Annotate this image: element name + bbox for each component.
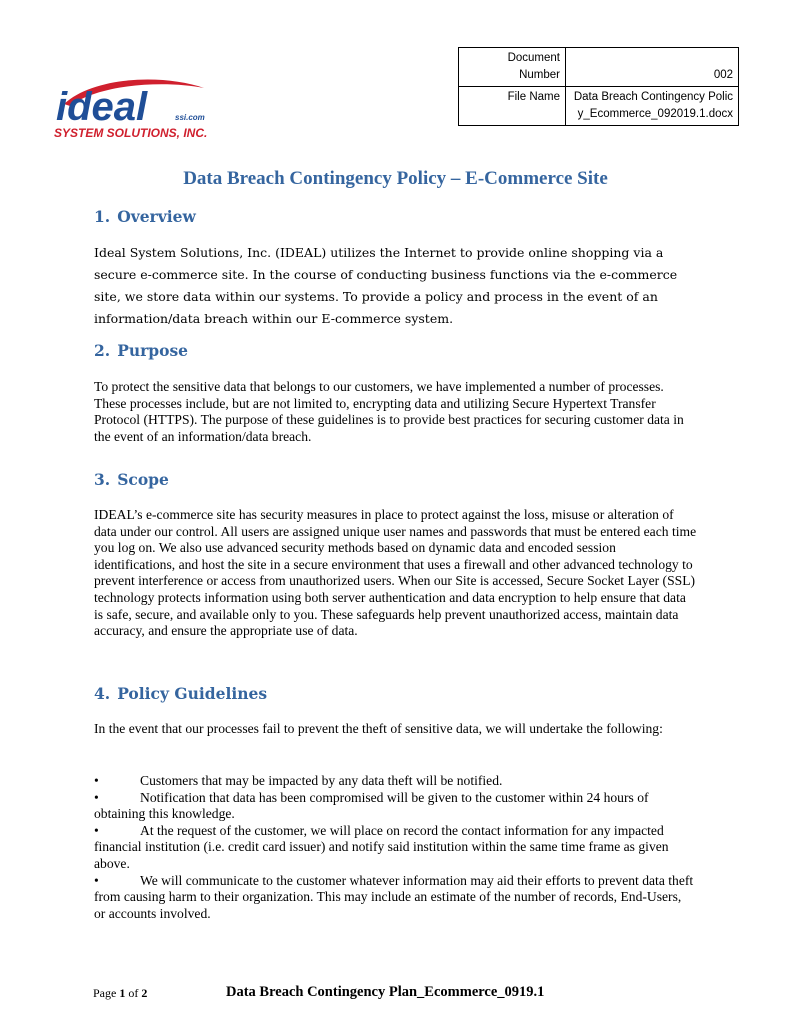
section-heading-policy-guidelines — [94, 684, 267, 703]
list-item-text: We will communicate to the customer whatever information may aid their efforts to prevent data theft from causing harm to their organization. This may include an estimate of the number of records, End-Users, or accounts involved. — [94, 872, 694, 921]
document-number-row — [459, 48, 739, 87]
section-heading-scope — [94, 470, 169, 489]
bullet-icon: • — [94, 789, 99, 805]
list-item — [94, 773, 694, 790]
section-number: 3. — [94, 470, 111, 489]
company-logo — [54, 74, 214, 144]
section-heading-overview — [94, 207, 196, 226]
footer-document-name: Data Breach Contingency Plan_Ecommerce_0919.1 — [226, 984, 545, 1000]
section-number: 2. — [94, 341, 111, 360]
list-item-text: At the request of the customer, we will place on record the contact information for any impacted financial institution (i.e. credit card issuer) and notify said institution within the same time frame as given above. — [94, 822, 669, 871]
page-number — [93, 986, 147, 1001]
logo-wordmark: ideal — [56, 85, 148, 129]
list-item-text: Customers that may be impacted by any data theft will be notified. — [140, 773, 503, 788]
logo-company-name: SYSTEM SOLUTIONS, INC. — [54, 126, 208, 140]
section-title: Scope — [117, 470, 169, 489]
page-of: of — [128, 986, 139, 1000]
section-number: 4. — [94, 684, 111, 703]
section-heading-purpose — [94, 341, 188, 360]
document-title: Data Breach Contingency Policy – E-Commerce Site — [183, 168, 608, 189]
file-name-row — [459, 87, 739, 126]
page-total: 2 — [141, 986, 148, 1000]
overview-paragraph: Ideal System Solutions, Inc. (IDEAL) utilizes the Internet to provide online shopping via a secure e-commerce site. In the course of conducting business functions via the e-commerce site, we store data within our systems. To provide a policy and process in the event of an information/data breach within our E-commerce system. — [94, 245, 678, 326]
list-item — [94, 873, 694, 923]
policy-guidelines-intro: In the event that our processes fail to prevent the theft of sensitive data, we will undertake the following: — [94, 721, 663, 736]
section-title: Policy Guidelines — [117, 684, 268, 703]
document-info-table — [458, 47, 739, 126]
scope-paragraph: IDEAL’s e-commerce site has security measures in place to protect against the loss, misuse or alteration of data under our control. All users are assigned unique user names and passwords that must be entered each time you log on. We also use advanced security methods based on dynamic data and encoded session identifications, and host the site in a secure environment that uses a firewall and other advanced technology to prevent interference or access from unauthorized users. When our Site is accessed, Secure Socket Layer (SSL) technology protects information using both server authentication and data encryption to help ensure that data is safe, secure, and available only to you. These safeguards help prevent unauthorized access, maintain data accuracy, and ensure the appropriate use of data. — [94, 507, 697, 639]
page-current: 1 — [119, 986, 126, 1000]
section-title: Purpose — [117, 341, 189, 360]
list-item — [94, 790, 694, 823]
logo-domain: ssi.com — [175, 113, 205, 122]
file-name-label: File Name — [507, 91, 560, 103]
bullet-icon: • — [94, 872, 99, 888]
purpose-paragraph: To protect the sensitive data that belongs to our customers, we have implemented a number of processes. These processes include, but are not limited to, encrypting data and utilizing Secure Hypertext Transfer Protocol (HTTPS). The purpose of these guidelines is to provide best practices for securing customer data in the event of an information/data breach. — [94, 379, 684, 444]
section-number: 1. — [94, 207, 111, 226]
bullet-icon: • — [94, 773, 99, 788]
list-item — [94, 823, 694, 873]
document-number-label: Document Number — [507, 52, 560, 81]
document-number-value: 002 — [713, 69, 733, 81]
bullet-icon: • — [94, 822, 99, 838]
page-word: Page — [93, 986, 117, 1000]
section-title: Overview — [117, 207, 196, 226]
file-name-value: Data Breach Contingency Policy_Ecommerce_092019.1.docx — [573, 91, 733, 120]
list-item-text: Notification that data has been compromised will be given to the customer within 24 hours of obtaining this knowledge. — [94, 789, 649, 822]
policy-guidelines-list — [94, 773, 694, 922]
